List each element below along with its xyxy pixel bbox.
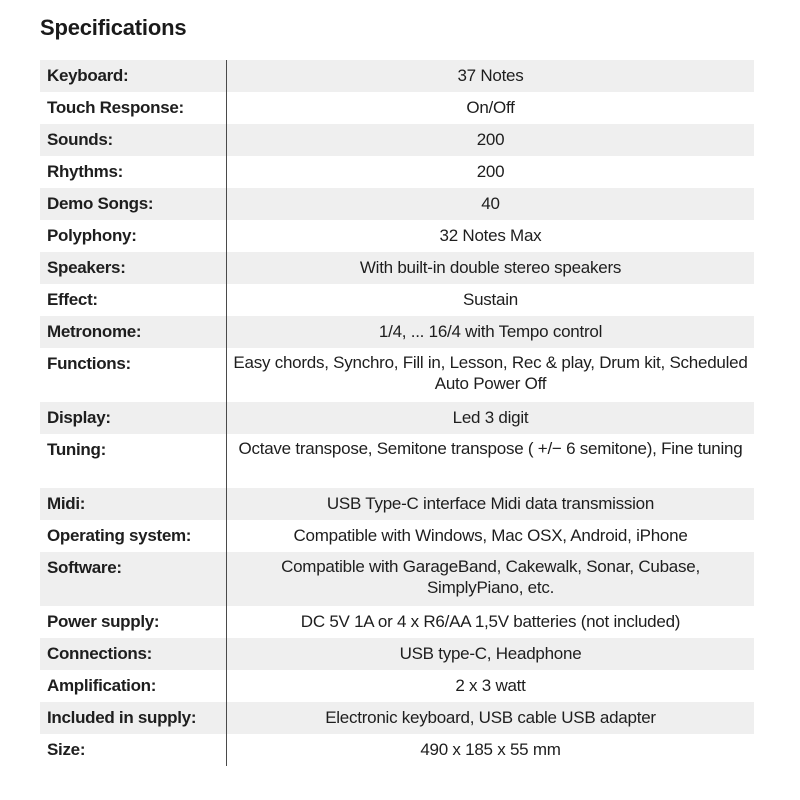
spec-value: 2 x 3 watt <box>455 676 526 695</box>
spec-row-rhythms <box>40 156 754 188</box>
spec-label: Sounds: <box>40 124 227 156</box>
spec-value: Sustain <box>463 290 518 309</box>
spec-row-midi <box>40 488 754 520</box>
spec-label: Operating system: <box>40 520 227 552</box>
spec-value: USB Type-C interface Midi data transmission <box>326 494 655 513</box>
spec-row-demo-songs <box>40 188 754 220</box>
spec-row-amplification <box>40 670 754 702</box>
spec-value: With built-in double stereo speakers <box>359 258 622 277</box>
spec-row-software <box>40 552 754 606</box>
spec-row-polyphony <box>40 220 754 252</box>
spec-value: 40 <box>481 194 500 213</box>
spec-value: 200 <box>476 130 505 149</box>
spec-row-size <box>40 734 754 766</box>
spec-value: Compatible with Windows, Mac OSX, Android, iPhone <box>293 526 688 545</box>
spec-row-operating-system <box>40 520 754 552</box>
spec-label: Speakers: <box>40 252 227 284</box>
spec-row-effect <box>40 284 754 316</box>
spec-row-functions <box>40 348 754 402</box>
spec-label: Included in supply: <box>40 702 227 734</box>
spec-label: Keyboard: <box>40 60 227 92</box>
spec-value: On/Off <box>466 98 515 117</box>
spec-label: Metronome: <box>40 316 227 348</box>
spec-value: Easy chords, Synchro, Fill in, Lesson, Rec & play, Drum kit, Scheduled Auto Power Off <box>233 353 748 393</box>
spec-label: Demo Songs: <box>40 188 227 220</box>
spec-label: Functions: <box>40 348 227 402</box>
spec-value: Led 3 digit <box>452 408 529 427</box>
spec-value: 37 Notes <box>457 66 524 85</box>
spec-label: Polyphony: <box>40 220 227 252</box>
spec-value: 1/4, ... 16/4 with Tempo control <box>378 322 603 341</box>
spec-row-tuning <box>40 434 754 488</box>
spec-row-included-in-supply <box>40 702 754 734</box>
spec-value: Octave transpose, Semitone transpose ( +/− 6 semitone), Fine tuning <box>238 439 743 458</box>
spec-label: Rhythms: <box>40 156 227 188</box>
spec-value: 32 Notes Max <box>439 226 542 245</box>
spec-row-touch-response <box>40 92 754 124</box>
spec-table <box>40 60 754 766</box>
spec-row-keyboard <box>40 60 754 92</box>
spec-label: Display: <box>40 402 227 434</box>
spec-row-display <box>40 402 754 434</box>
spec-label: Connections: <box>40 638 227 670</box>
spec-value: USB type-C, Headphone <box>399 644 582 663</box>
spec-value: 490 x 185 x 55 mm <box>420 740 561 759</box>
spec-label: Software: <box>40 552 227 606</box>
spec-value: 200 <box>476 162 505 181</box>
page-title: Specifications <box>40 15 187 40</box>
spec-row-sounds <box>40 124 754 156</box>
spec-value: DC 5V 1A or 4 x R6/AA 1,5V batteries (not included) <box>300 612 681 631</box>
spec-label: Power supply: <box>40 606 227 638</box>
spec-label: Midi: <box>40 488 227 520</box>
spec-row-metronome <box>40 316 754 348</box>
spec-label: Tuning: <box>40 434 227 488</box>
spec-label: Effect: <box>40 284 227 316</box>
spec-row-connections <box>40 638 754 670</box>
spec-row-speakers <box>40 252 754 284</box>
spec-row-power-supply <box>40 606 754 638</box>
spec-label: Amplification: <box>40 670 227 702</box>
spec-label: Size: <box>40 734 227 766</box>
spec-value: Electronic keyboard, USB cable USB adapter <box>325 708 656 727</box>
spec-value: Compatible with GarageBand, Cakewalk, Sonar, Cubase, SimplyPiano, etc. <box>281 557 700 597</box>
spec-label: Touch Response: <box>40 92 227 124</box>
